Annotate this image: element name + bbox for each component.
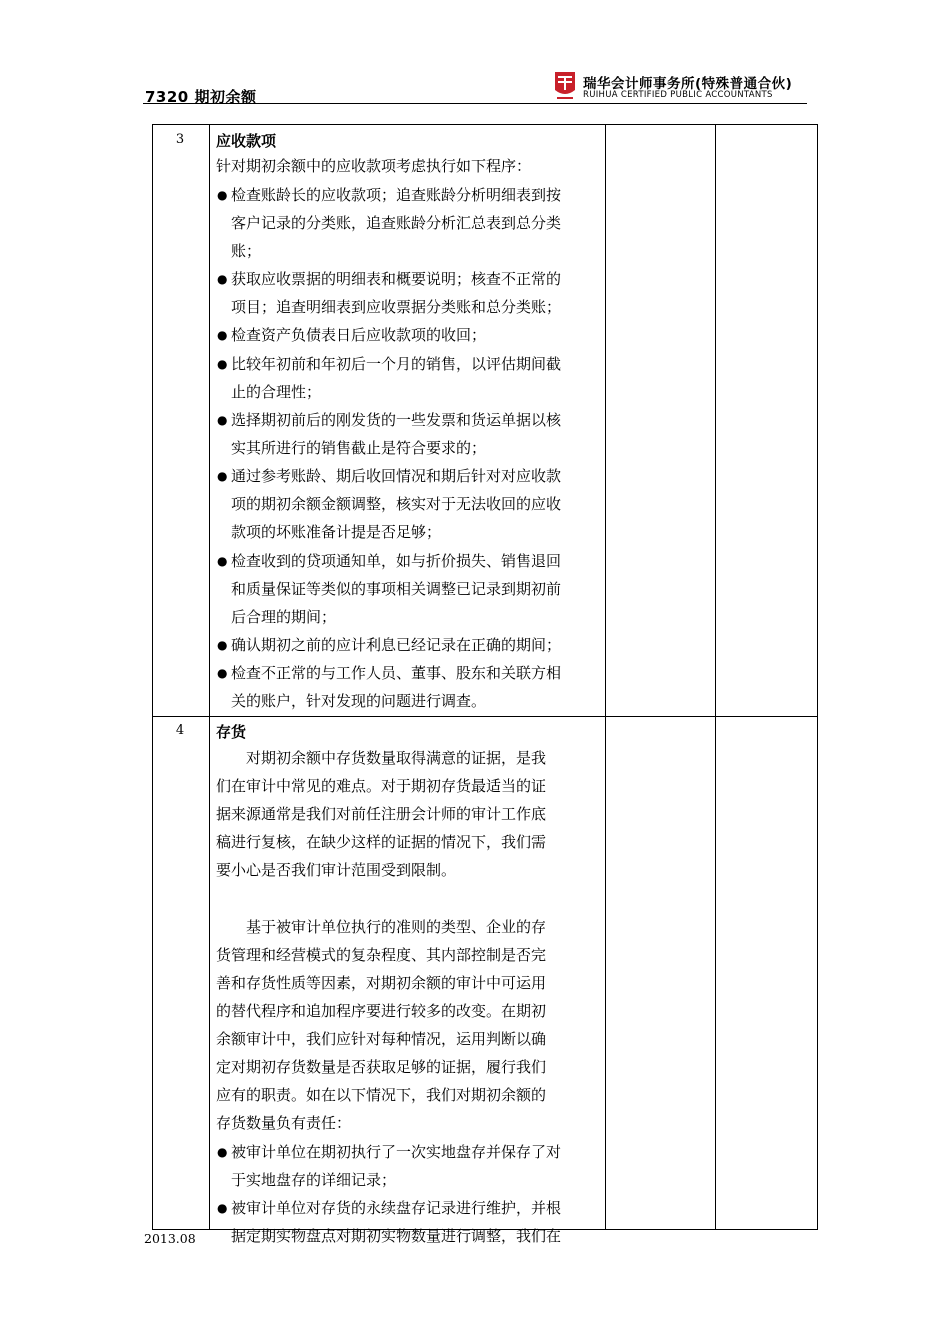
bullet-icon: ● [217,272,228,286]
bullet-line: 项的期初余额金额调整，核实对于无法收回的应收 [231,495,562,513]
bullet-line: 止的合理性； [231,383,322,401]
bullet-icon: ● [217,554,228,568]
firm-name-cn: 瑞华会计师事务所(特殊普通合伙) [583,76,793,92]
bullet-icon: ● [217,357,228,371]
paragraph-line: 要小心是否我们审计范围受到限制。 [216,861,457,879]
bullet-line: 账； [231,242,262,260]
header-rule [143,103,807,104]
column-divider [605,124,606,1230]
paragraph-line: 们在审计中常见的难点。对于期初存货最适当的证 [216,777,547,795]
bullet-line: 款项的坏账准备计提是否足够； [231,523,442,541]
bullet-icon: ● [217,188,228,202]
bullet-icon: ● [217,328,228,342]
section-title-receivables: 应收款项 [216,132,277,150]
bullet-line: 于实地盘存的详细记录； [231,1171,397,1189]
bullet-line: 获取应收票据的明细表和概要说明；核查不正常的 [231,270,562,288]
bullet-icon: ● [217,638,228,652]
bullet-icon: ● [217,666,228,680]
bullet-line: 选择期初前后的刚发货的一些发票和货运单据以核 [231,411,562,429]
bullet-line: 确认期初之前的应计利息已经记录在正确的期间； [231,636,562,654]
bullet-line: 检查不正常的与工作人员、董事、股东和关联方相 [231,664,562,682]
paragraph-line: 据来源通常是我们对前任注册会计师的审计工作底 [216,805,547,823]
intro-text: 针对期初余额中的应收款项考虑执行如下程序： [216,157,532,175]
paragraph-line: 定对期初存货数量是否获取足够的证据，履行我们 [216,1058,547,1076]
paragraph-line: 应有的职责。如在以下情况下，我们对期初余额的 [216,1086,547,1104]
paragraph-line: 存货数量负有责任： [216,1114,352,1132]
column-divider [715,124,716,1230]
paragraph-line: 对期初余额中存货数量取得满意的证据，是我 [246,749,547,767]
row-divider [152,716,818,717]
bullet-line: 项目；追查明细表到应收票据分类账和总分类账； [231,298,562,316]
bullet-line: 被审计单位对存货的永续盘存记录进行维护，并根 [231,1199,562,1217]
paragraph-line: 基于被审计单位执行的准则的类型、企业的存 [246,918,547,936]
bullet-line: 据定期实物盘点对期初实物数量进行调整，我们在 [231,1227,562,1245]
row-number: 3 [175,132,185,147]
paragraph-line: 稿进行复核，在缺少这样的证据的情况下，我们需 [216,833,547,851]
document-title: 7320 期初余额 [145,88,257,106]
bullet-line: 检查资产负债表日后应收款项的收回； [231,326,487,344]
bullet-icon: ● [217,1201,228,1215]
ruihua-logo-icon [553,68,577,102]
firm-name-en: RUIHUA CERTIFIED PUBLIC ACCOUNTANTS [583,90,773,100]
paragraph-line: 货管理和经营模式的复杂程度、其内部控制是否完 [216,946,547,964]
bullet-line: 检查收到的贷项通知单，如与折价损失、销售退回 [231,552,562,570]
column-divider [209,124,210,1230]
row-number: 4 [175,723,185,738]
paragraph-line: 善和存货性质等因素，对期初余额的审计中可运用 [216,974,547,992]
bullet-line: 被审计单位在期初执行了一次实地盘存并保存了对 [231,1143,562,1161]
section-title-inventory: 存货 [216,723,247,741]
bullet-line: 检查账龄长的应收款项；追查账龄分析明细表到按 [231,186,562,204]
bullet-line: 后合理的期间； [231,608,337,626]
bullet-icon: ● [217,469,228,483]
bullet-line: 关的账户，针对发现的问题进行调查。 [231,692,487,710]
paragraph-line: 的替代程序和追加程序要进行较多的改变。在期初 [216,1002,547,1020]
bullet-line: 和质量保证等类似的事项相关调整已记录到期初前 [231,580,562,598]
bullet-icon: ● [217,413,228,427]
bullet-icon: ● [217,1145,228,1159]
bullet-line: 客户记录的分类账，追查账龄分析汇总表到总分类 [231,214,562,232]
bullet-line: 比较年初前和年初后一个月的销售，以评估期间截 [231,355,562,373]
bullet-line: 实其所进行的销售截止是符合要求的； [231,439,487,457]
bullet-line: 通过参考账龄、期后收回情况和期后针对对应收款 [231,467,562,485]
paragraph-line: 余额审计中，我们应针对每种情况，运用判断以确 [216,1030,547,1048]
footer-date: 2013.08 [144,1231,196,1246]
